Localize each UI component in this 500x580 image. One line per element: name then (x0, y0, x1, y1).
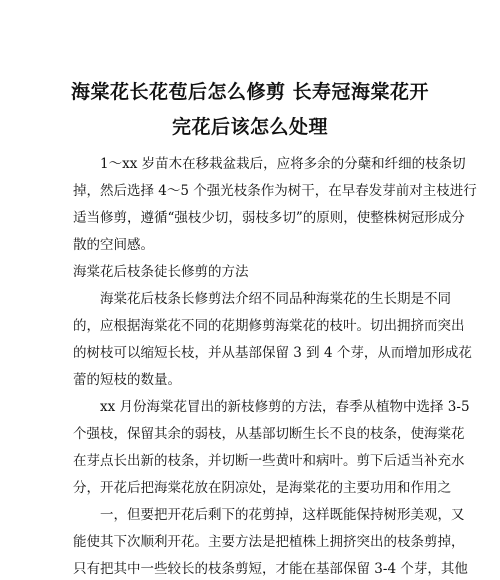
paragraph-line: 在芽点长出新的枝条，并切断一些黄叶和病叶。剪下后适当补充水 (73, 453, 465, 469)
paragraph-line: 个强枝，保留其余的弱枝，从基部切断生长不良的枝条，使海棠花 (73, 426, 465, 442)
paragraph-line: 蕾的短枝的数量。 (73, 372, 181, 388)
paragraph-line: 一，但要把开花后剩下的花剪掉，这样既能保持树形美观，又 (100, 507, 465, 523)
paragraph-line: 分，开花后把海棠花放在阴凉处，是海棠花的主要功用和作用之 (73, 480, 451, 496)
paragraph-line: 散的空间感。 (73, 237, 154, 253)
paragraph-line: 海棠花后枝条长修剪法介绍不同品种海棠花的生长期是不同 (100, 291, 451, 307)
article-title-line-2: 完花后该怎么处理 (171, 116, 328, 138)
paragraph-line: 掉，然后选择 4～5 个强光枝条作为树干，在早春发芽前对主枝进行 (73, 183, 477, 199)
paragraph-line: 能使其下次顺利开花。主要方法是把植株上拥挤突出的枝条剪掉， (73, 534, 465, 550)
paragraph-line: 适当修剪，遵循“强枝少切，弱枝多切”的原则，使整株树冠形成分 (73, 210, 465, 226)
paragraph-line: xx 月份海棠花冒出的新枝修剪的方法，春季从植物中选择 3-5 (100, 399, 470, 415)
paragraph-line: 只有把其中一些较长的枝条剪短，才能在基部保留 3-4 个芽，其他 (73, 561, 468, 577)
paragraph-line: 1～xx 岁苗木在移栽盆栽后，应将多余的分蘖和纤细的枝条切 (100, 156, 466, 172)
paragraph-line: 的，应根据海棠花不同的花期修剪海棠花的枝叶。切出拥挤而突出 (73, 318, 465, 334)
section-heading: 海棠花后枝条徒长修剪的方法 (73, 264, 249, 280)
paragraph-line: 的树枝可以缩短长枝，并从基部保留 3 到 4 个芽，从而增加形成花 (73, 345, 472, 361)
article-title-line-1: 海棠花长花苞后怎么修剪 长寿冠海棠花开 (70, 81, 430, 103)
